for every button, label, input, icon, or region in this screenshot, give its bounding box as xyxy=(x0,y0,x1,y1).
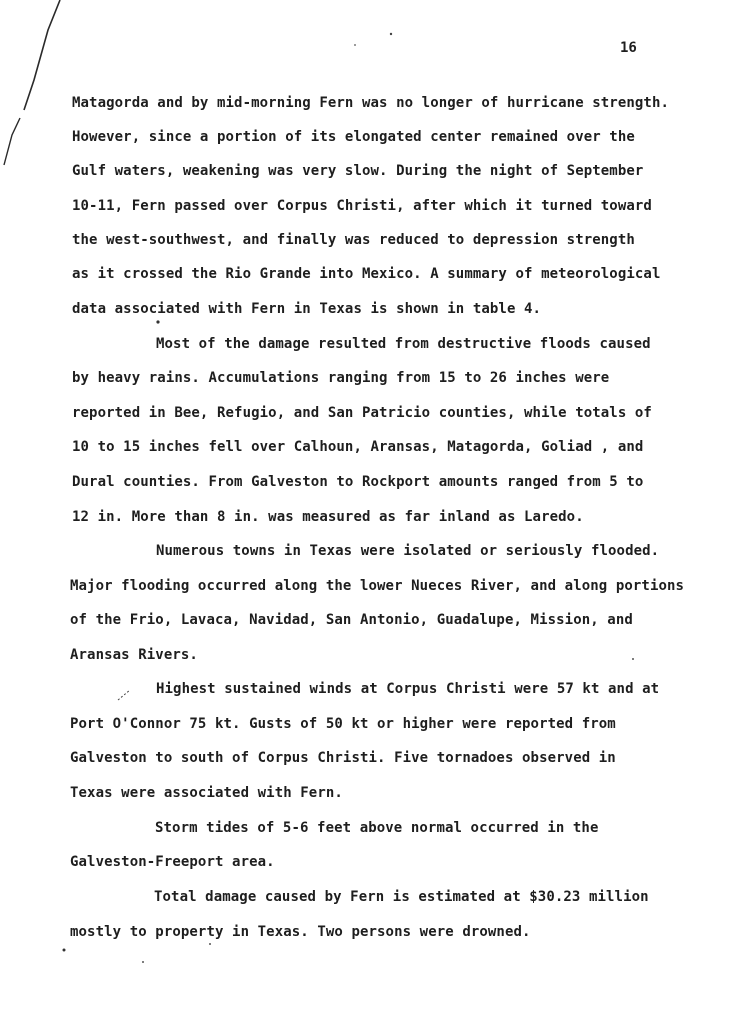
paragraph-3-line-2: Major flooding occurred along the lower Nueces River, and along portions xyxy=(70,578,685,594)
paragraph-4-line-4: Texas were associated with Fern. xyxy=(70,785,343,801)
paragraph-1-line-5: the west-southwest, and finally was reduced to depression strength xyxy=(72,232,635,248)
paragraph-4-line-2: Port O'Connor 75 kt. Gusts of 50 kt or higher were reported from xyxy=(70,716,616,732)
paragraph-1-line-6: as it crossed the Rio Grande into Mexico. A summary of meteorological xyxy=(72,266,661,282)
paragraph-2-line-5: Dural counties. From Galveston to Rockport amounts ranged from 5 to xyxy=(72,474,644,490)
paragraph-4-line-1: Highest sustained winds at Corpus Christi were 57 kt and at xyxy=(156,681,660,697)
paragraph-6-line-1: Total damage caused by Fern is estimated at $30.23 million xyxy=(154,889,649,905)
paragraph-3-line-1: Numerous towns in Texas were isolated or seriously flooded. xyxy=(156,543,660,559)
paragraph-1-line-3: Gulf waters, weakening was very slow. During the night of September xyxy=(72,163,644,179)
paragraph-5-line-2: Galveston-Freeport area. xyxy=(70,854,275,870)
paragraph-6-line-2: mostly to property in Texas. Two persons were drowned. xyxy=(70,924,531,940)
paragraph-1-line-7: data associated with Fern in Texas is shown in table 4. xyxy=(72,301,542,317)
paragraph-2-line-1: Most of the damage resulted from destructive floods caused xyxy=(156,336,651,352)
paragraph-1-line-4: 10-11, Fern passed over Corpus Christi, after which it turned toward xyxy=(72,198,652,214)
paragraph-2-line-4: 10 to 15 inches fell over Calhoun, Aransas, Matagorda, Goliad , and xyxy=(72,439,644,455)
page-number: 16 xyxy=(620,40,637,56)
paragraph-2-line-2: by heavy rains. Accumulations ranging from 15 to 26 inches were xyxy=(72,370,610,386)
paragraph-2-line-3: reported in Bee, Refugio, and San Patricio counties, while totals of xyxy=(72,405,652,421)
paragraph-4-line-3: Galveston to south of Corpus Christi. Five tornadoes observed in xyxy=(70,750,616,766)
paragraph-3-line-3: of the Frio, Lavaca, Navidad, San Antonio, Guadalupe, Mission, and xyxy=(70,612,633,628)
paragraph-5-line-1: Storm tides of 5-6 feet above normal occurred in the xyxy=(155,820,599,836)
paragraph-1-line-2: However, since a portion of its elongated center remained over the xyxy=(72,129,635,145)
paragraph-1-line-1: Matagorda and by mid-morning Fern was no longer of hurricane strength. xyxy=(72,95,670,111)
paragraph-2-line-6: 12 in. More than 8 in. was measured as far inland as Laredo. xyxy=(72,509,584,525)
paragraph-3-line-4: Aransas Rivers. xyxy=(70,647,198,663)
